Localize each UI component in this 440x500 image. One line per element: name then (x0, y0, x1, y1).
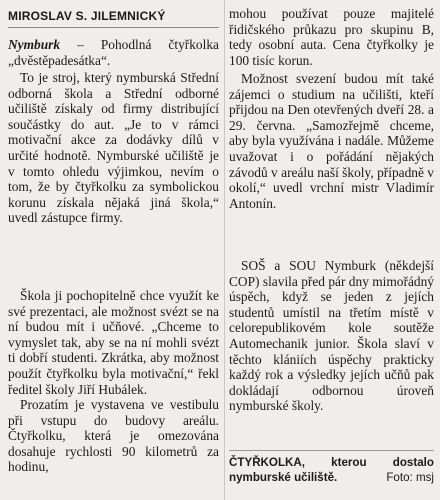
column-separator (224, 0, 225, 500)
caption-text: ČTYŘKOLKA, kterou dostalo nymburské učiliště. (229, 456, 434, 484)
photo-caption (229, 455, 434, 485)
byline: MIROSLAV S. JILEMNICKÝ (8, 9, 166, 23)
caption-rule (229, 450, 434, 451)
lead-location: Nymburk (8, 37, 61, 52)
article-paragraph-5: mohou používat pouze majitelé řidičského průkazu pro skupinu B, tedy osobní auta. Cena čtyřkolky je 100 tisíc korun. (229, 6, 434, 68)
article-paragraph-3: Škola ji pochopitelně chce využít ke své prezentaci, ale možnost svézt se na ní budou mít i učňové. „Chceme to vymyslet tak, aby se na ní mohli svézt ti dobří studenti. Zkrátka, aby možnost použít čtyřkolku byla motivační,“ řekl ředitel školy Jiří Hubálek. (8, 288, 219, 397)
article-paragraph-4: Prozatím je vystavena ve vestibulu při vstupu do budovy areálu. Čtyřkolku, která je omezována dosahuje rychlosti 90 kilometrů za hodinu, (8, 397, 219, 475)
article-paragraph-7: SOŠ a SOU Nymburk (někdejší COP) slavila před pár dny mimořádný úspěch, když se jeden z jejích studentů umístil na třetím místě v celorepublikovém kole soutěže Automechanik junior. Škola slaví v těchto klániích úspěchy prakticky každý rok a výsledky jejích učňů pak dokládají odbornou úroveň nymburské školy. (229, 258, 434, 414)
photo-credit: Foto: msj (386, 471, 434, 484)
article-paragraph-1 (8, 37, 219, 68)
article-paragraph-6: Možnost svezení budou mít také zájemci o studium na učilišti, kteří přijdou na Den otevřených dveří 28. a 29. června. „Samozřejmě chceme, aby byla využívána i nadále. Můžeme uvažovat i o pořádání nějakých závodů v areálu naší školy, případně v okolí,“ uvedl vrchní mistr Vladimír Antonín. (229, 71, 434, 211)
article-paragraph-2: To je stroj, který nymburská Střední odborná škola a Střední odborné učiliště získaly od firmy distribující součástky do aut. „Je to v rámci motivační akce za dodávky dílů v určité hodnotě. Nymburské učiliště je v tomto ohledu výjimkou, nevím o tom, že by čtyřkolku za symbolickou korunu získala nějaká jiná škola,“ uvedl zástupce firmy. (8, 70, 219, 226)
paragraph-1-text: – Pohodlná čtyřkolka „dvěstěpadesátka“. (8, 37, 219, 68)
byline-rule (8, 27, 219, 28)
